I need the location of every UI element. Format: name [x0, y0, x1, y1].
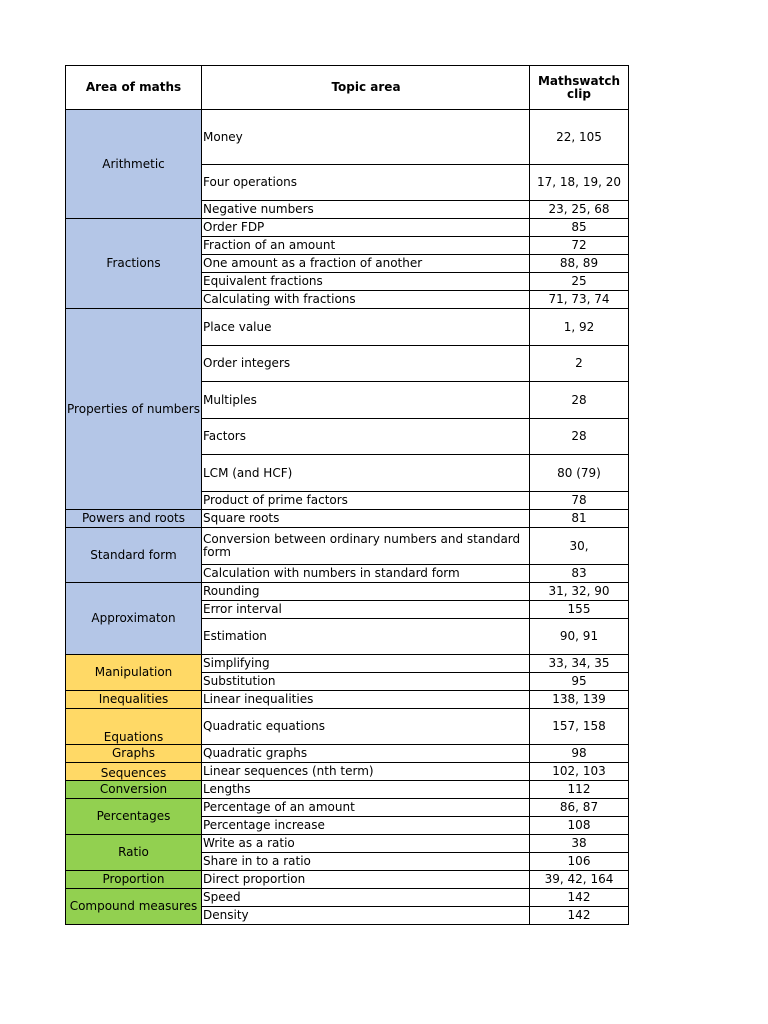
- clip-cell: 95: [530, 673, 629, 691]
- header-topic: Topic area: [202, 66, 530, 110]
- topic-cell: Order FDP: [202, 219, 530, 237]
- clip-cell: 155: [530, 601, 629, 619]
- area-cell: Percentages: [66, 799, 202, 835]
- table-row: [66, 781, 629, 799]
- topic-cell: One amount as a fraction of another: [202, 255, 530, 273]
- table-row: [66, 309, 629, 346]
- topic-cell: Multiples: [202, 382, 530, 419]
- area-cell: Approximaton: [66, 583, 202, 655]
- clip-cell: 71, 73, 74: [530, 291, 629, 309]
- clip-cell: 90, 91: [530, 619, 629, 655]
- header-area: Area of maths: [66, 66, 202, 110]
- area-cell: Equations: [66, 709, 202, 745]
- topic-cell: Calculating with fractions: [202, 291, 530, 309]
- table-row: [66, 219, 629, 237]
- topic-cell: Square roots: [202, 510, 530, 528]
- clip-cell: 31, 32, 90: [530, 583, 629, 601]
- clip-cell: 85: [530, 219, 629, 237]
- clip-cell: 108: [530, 817, 629, 835]
- topic-cell: Linear inequalities: [202, 691, 530, 709]
- topic-cell: Speed: [202, 889, 530, 907]
- clip-cell: 157, 158: [530, 709, 629, 745]
- clip-cell: 98: [530, 745, 629, 763]
- topic-cell: Product of prime factors: [202, 492, 530, 510]
- area-cell: Standard form: [66, 528, 202, 583]
- table-row: [66, 655, 629, 673]
- clip-cell: 33, 34, 35: [530, 655, 629, 673]
- topic-cell: Quadratic graphs: [202, 745, 530, 763]
- clip-cell: 112: [530, 781, 629, 799]
- topic-cell: Linear sequences (nth term): [202, 763, 530, 781]
- topic-cell: Calculation with numbers in standard form: [202, 565, 530, 583]
- area-cell: Graphs: [66, 745, 202, 763]
- table-row: [66, 889, 629, 907]
- table-row: [66, 745, 629, 763]
- area-cell: Conversion: [66, 781, 202, 799]
- topic-cell: Negative numbers: [202, 201, 530, 219]
- clip-cell: 72: [530, 237, 629, 255]
- clip-cell: 106: [530, 853, 629, 871]
- clip-cell: 25: [530, 273, 629, 291]
- clip-cell: 142: [530, 889, 629, 907]
- area-cell: Arithmetic: [66, 110, 202, 219]
- area-cell: Manipulation: [66, 655, 202, 691]
- topic-cell: Estimation: [202, 619, 530, 655]
- table-row: [66, 835, 629, 853]
- clip-cell: 22, 105: [530, 110, 629, 165]
- topic-cell: Direct proportion: [202, 871, 530, 889]
- topic-cell: Percentage of an amount: [202, 799, 530, 817]
- topic-cell: Percentage increase: [202, 817, 530, 835]
- topic-cell: Quadratic equations: [202, 709, 530, 745]
- area-cell: Sequences: [66, 763, 202, 781]
- clip-cell: 86, 87: [530, 799, 629, 817]
- header-clip: Mathswatch clip: [530, 66, 629, 110]
- clip-cell: 23, 25, 68: [530, 201, 629, 219]
- table-row: [66, 871, 629, 889]
- topic-cell: Order integers: [202, 346, 530, 382]
- clip-cell: 2: [530, 346, 629, 382]
- area-cell: Inequalities: [66, 691, 202, 709]
- clip-cell: 81: [530, 510, 629, 528]
- area-cell: Properties of numbers: [66, 309, 202, 510]
- area-cell: Ratio: [66, 835, 202, 871]
- table-row: [66, 799, 629, 817]
- topic-cell: Error interval: [202, 601, 530, 619]
- table-row: [66, 510, 629, 528]
- area-cell: Proportion: [66, 871, 202, 889]
- clip-cell: 39, 42, 164: [530, 871, 629, 889]
- clip-cell: 142: [530, 907, 629, 925]
- table-row: [66, 763, 629, 781]
- table-row: [66, 691, 629, 709]
- topic-cell: Rounding: [202, 583, 530, 601]
- topic-cell: LCM (and HCF): [202, 455, 530, 492]
- table-row: [66, 709, 629, 745]
- clip-cell: 102, 103: [530, 763, 629, 781]
- topic-cell: Equivalent fractions: [202, 273, 530, 291]
- clip-cell: 78: [530, 492, 629, 510]
- area-cell: Compound measures: [66, 889, 202, 925]
- topic-cell: Substitution: [202, 673, 530, 691]
- clip-cell: 28: [530, 419, 629, 455]
- mathswatch-table: [65, 65, 629, 925]
- topic-cell: Fraction of an amount: [202, 237, 530, 255]
- header-row: [66, 66, 629, 110]
- topic-cell: Conversion between ordinary numbers and standard form: [202, 528, 530, 565]
- clip-cell: 28: [530, 382, 629, 419]
- topic-cell: Density: [202, 907, 530, 925]
- topic-cell: Share in to a ratio: [202, 853, 530, 871]
- clip-cell: 30,: [530, 528, 629, 565]
- table-row: [66, 583, 629, 601]
- clip-cell: 38: [530, 835, 629, 853]
- table-row: [66, 528, 629, 565]
- topic-cell: Lengths: [202, 781, 530, 799]
- topic-cell: Place value: [202, 309, 530, 346]
- clip-cell: 1, 92: [530, 309, 629, 346]
- topic-cell: Simplifying: [202, 655, 530, 673]
- clip-cell: 88, 89: [530, 255, 629, 273]
- clip-cell: 17, 18, 19, 20: [530, 165, 629, 201]
- area-cell: Fractions: [66, 219, 202, 309]
- area-cell: Powers and roots: [66, 510, 202, 528]
- topic-cell: Factors: [202, 419, 530, 455]
- clip-cell: 80 (79): [530, 455, 629, 492]
- clip-cell: 138, 139: [530, 691, 629, 709]
- topic-cell: Money: [202, 110, 530, 165]
- topic-cell: Four operations: [202, 165, 530, 201]
- topic-cell: Write as a ratio: [202, 835, 530, 853]
- clip-cell: 83: [530, 565, 629, 583]
- table-row: [66, 110, 629, 165]
